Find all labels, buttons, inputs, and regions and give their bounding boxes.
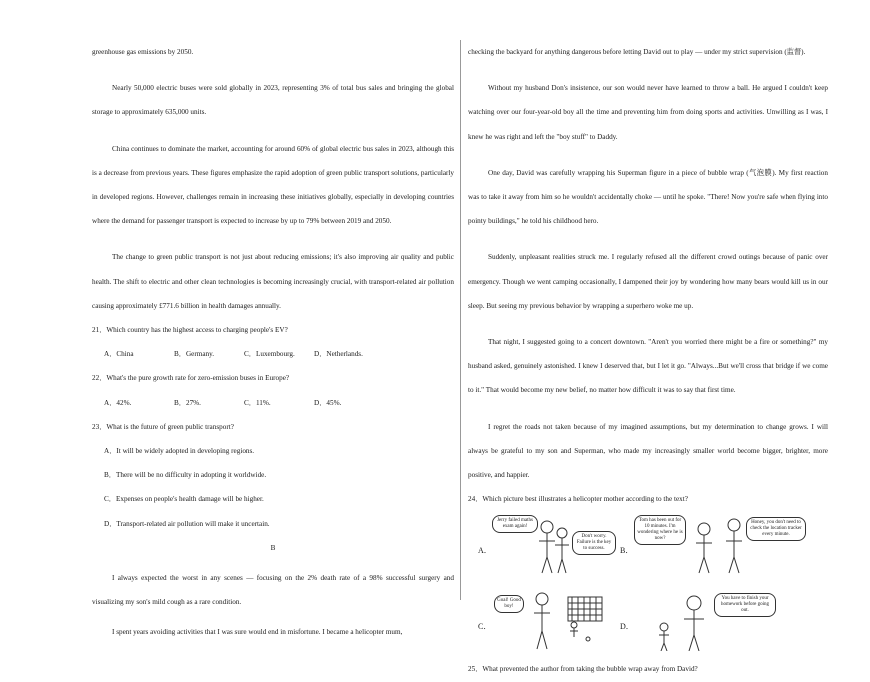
speech-bubble: Jerry failed maths exam again! (492, 515, 538, 533)
paragraph: I always expected the worst in any scenes — focusing on the 2% death rate of a 98% successful surgery and visualizing my son's mild cough as a rare condition. (92, 574, 454, 607)
column-divider (460, 40, 461, 600)
picture-label-a: A． (478, 546, 492, 556)
speech-bubble: Tom has been out for 10 minutes. I'm wondering where he is now? (634, 515, 686, 545)
left-column (92, 40, 454, 645)
picture-d (634, 589, 824, 651)
question-22-options (104, 391, 454, 415)
speech-bubble: Honey, you don't need to check the location tracker every minute. (746, 517, 806, 541)
speech-bubble: Goal! Good boy! (494, 595, 524, 613)
option-a: A．China (104, 350, 134, 359)
option-b: B．Germany. (174, 350, 215, 359)
paragraph: Without my husband Don's insistence, our son would never have learned to throw a ball. He argued I couldn't keep watching over our four-year-old boy all the time and preventing him from doing sports and activities. Unwilling as I was, I knew he was right and left the "boy stuff" to Daddy. (468, 84, 828, 141)
option-c: C．11%. (244, 398, 271, 407)
parents-illustration (634, 513, 824, 575)
picture-label-d: D． (620, 622, 634, 632)
paragraph: China continues to dominate the market, accounting for around 60% of global electric bus sales in 2023, although this is a decrease from previous years. These figures emphasize the rapid adoption of green public transport solutions, particularly in developed regions. However, challenges remain in increasing these initiatives globally, especially in developing countries where the demand for passenger transport is expected to increase by up to 79% between 2019 and 2050. (92, 144, 454, 226)
speech-bubble: Don't worry. Failure is the key to success. (572, 531, 616, 555)
question-24-pictures (468, 513, 828, 653)
mother-child-illustration (634, 589, 824, 651)
option-d: D．Transport-related air pollution will make it uncertain. (104, 519, 270, 528)
soccer-illustration (492, 589, 612, 651)
option-b: B．27%. (174, 398, 201, 407)
picture-label-b: B． (620, 546, 634, 556)
option-d: D．45%. (314, 398, 342, 407)
paragraph: Suddenly, unpleasant realities struck me. I regularly refused all the different crowd outings because of panic over emergency. Though we went camping occasionally, I dampened their joy by wondering how many bears would kill us in our sleep. But seeing my previous behavior by wrapping a superhero woke me up. (468, 253, 828, 310)
paragraph: That night, I suggested going to a concert downtown. "Aren't you worried there might be a fire or something?" my husband asked, genuinely astonished. I knew I deserved that, but I let it go. "Always...But we'll cross that bridge if we come to it." That would become my new belief, no matter how difficult it was to say that first time. (468, 338, 828, 395)
question-21: 21．Which country has the highest access to charging people's EV? (92, 326, 288, 335)
paragraph: I spent years avoiding activities that I was sure would end in misfortune. I became a helicopter mum, (112, 628, 403, 637)
paragraph: The change to green public transport is not just about reducing emissions; it's also improving air quality and public health. The shift to electric and other clean technologies is becoming increasingly crucial, with transport-related air pollution causing approximately £771.6 billion in health damages annually. (92, 253, 454, 310)
picture-c (492, 589, 612, 651)
question-22: 22．What's the pure growth rate for zero-emission buses in Europe? (92, 374, 290, 383)
option-a: A．It will be widely adopted in developing regions. (104, 447, 255, 456)
option-a: A．42%. (104, 398, 132, 407)
option-c: C．Luxembourg. (244, 350, 295, 359)
question-24: 24．Which picture best illustrates a helicopter mother according to the text? (468, 495, 688, 504)
option-b: B．There will be no difficulty in adopting it worldwide. (104, 471, 267, 480)
parents-illustration (492, 513, 612, 575)
picture-label-c: C． (478, 622, 492, 632)
option-c: C．Expenses on people's health damage will be higher. (104, 495, 264, 504)
paragraph: checking the backyard for anything dangerous before letting David out to play — under my strict supervision (监督). (468, 48, 806, 56)
option-d: D．Netherlands. (314, 350, 363, 359)
paragraph: One day, David was carefully wrapping his Superman figure in a piece of bubble wrap (气泡膜). My first reaction was to take it away from him so he wouldn't accidentally choke — until he spoke. "There! Now you're safe when flying into pointy buildings," he told his childhood hero. (468, 168, 828, 226)
paragraph: Nearly 50,000 electric buses were sold globally in 2023, representing 3% of total bus sales and bringing the global storage to approximately 635,000 units. (92, 84, 454, 117)
question-21-options (104, 342, 454, 366)
question-23: 23．What is the future of green public transport? (92, 422, 234, 431)
picture-a (492, 513, 612, 575)
speech-bubble: You have to finish your homework before going out. (714, 593, 776, 617)
picture-b (634, 513, 824, 575)
question-25: 25．What prevented the author from taking the bubble wrap away from David? (468, 665, 698, 674)
right-column (468, 40, 828, 682)
section-heading: B (270, 543, 276, 552)
paragraph: greenhouse gas emissions by 2050. (92, 48, 194, 56)
paragraph: I regret the roads not taken because of my imagined assumptions, but my determination to change grows. I will always be grateful to my son and Superman, who made my increasingly smaller world become bigger, brighter, more positive, and happier. (468, 422, 828, 480)
